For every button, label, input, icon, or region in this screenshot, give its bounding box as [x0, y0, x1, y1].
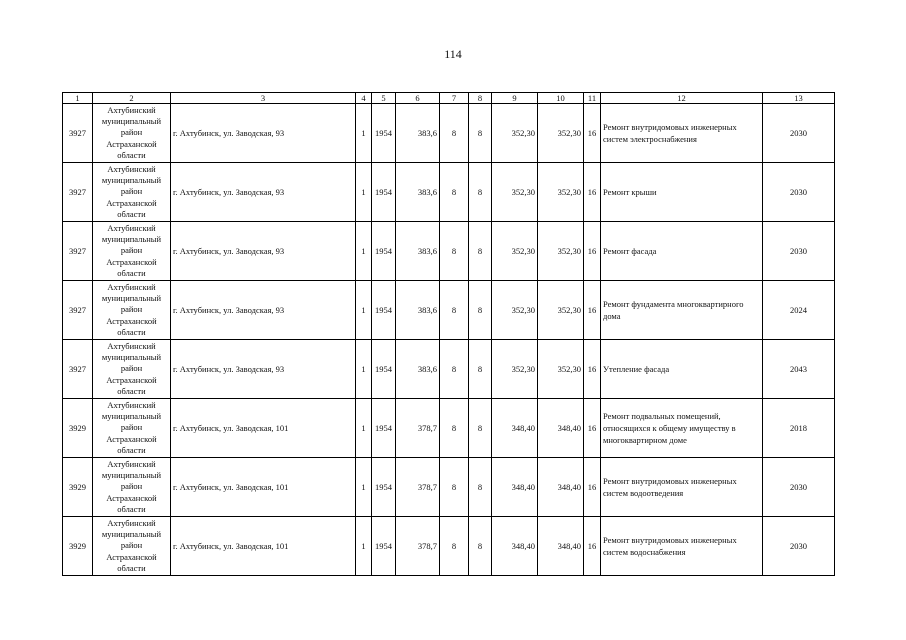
column-header-13: 13: [763, 93, 835, 104]
build-year-cell: 1954: [372, 340, 396, 399]
column-7-cell: 8: [440, 517, 469, 576]
header-row: [63, 93, 835, 104]
planned-year-cell: 2018: [763, 399, 835, 458]
column-4-cell: 1: [356, 458, 372, 517]
table-row: [63, 104, 835, 163]
column-header-1: 1: [63, 93, 93, 104]
column-10-cell: 348,40: [538, 517, 584, 576]
column-8-cell: 8: [469, 163, 492, 222]
column-9-cell: 352,30: [492, 281, 538, 340]
planned-year-cell: 2030: [763, 458, 835, 517]
building-number-cell: 3927: [63, 222, 93, 281]
total-area-cell: 383,6: [396, 222, 440, 281]
column-10-cell: 352,30: [538, 222, 584, 281]
column-4-cell: 1: [356, 399, 372, 458]
table-row: [63, 163, 835, 222]
table-row: [63, 399, 835, 458]
column-10-cell: 352,30: [538, 340, 584, 399]
build-year-cell: 1954: [372, 163, 396, 222]
column-header-10: 10: [538, 93, 584, 104]
address-cell: г. Ахтубинск, ул. Заводская, 93: [171, 163, 356, 222]
work-type-cell: Ремонт фасада: [601, 222, 763, 281]
address-cell: г. Ахтубинск, ул. Заводская, 101: [171, 399, 356, 458]
column-8-cell: 8: [469, 104, 492, 163]
column-header-3: 3: [171, 93, 356, 104]
column-11-cell: 16: [584, 222, 601, 281]
column-7-cell: 8: [440, 104, 469, 163]
build-year-cell: 1954: [372, 222, 396, 281]
column-7-cell: 8: [440, 399, 469, 458]
column-header-8: 8: [469, 93, 492, 104]
column-9-cell: 352,30: [492, 340, 538, 399]
column-7-cell: 8: [440, 458, 469, 517]
column-10-cell: 352,30: [538, 281, 584, 340]
column-header-6: 6: [396, 93, 440, 104]
column-header-5: 5: [372, 93, 396, 104]
total-area-cell: 383,6: [396, 340, 440, 399]
column-4-cell: 1: [356, 222, 372, 281]
address-cell: г. Ахтубинск, ул. Заводская, 101: [171, 517, 356, 576]
column-9-cell: 352,30: [492, 222, 538, 281]
column-9-cell: 348,40: [492, 517, 538, 576]
column-8-cell: 8: [469, 222, 492, 281]
work-type-cell: Ремонт внутридомовых инженерных систем водоснабжения: [601, 517, 763, 576]
column-7-cell: 8: [440, 281, 469, 340]
total-area-cell: 378,7: [396, 399, 440, 458]
column-8-cell: 8: [469, 458, 492, 517]
column-11-cell: 16: [584, 281, 601, 340]
building-number-cell: 3929: [63, 458, 93, 517]
table-row: [63, 281, 835, 340]
build-year-cell: 1954: [372, 458, 396, 517]
column-7-cell: 8: [440, 163, 469, 222]
column-8-cell: 8: [469, 281, 492, 340]
work-type-cell: Ремонт внутридомовых инженерных систем электроснабжения: [601, 104, 763, 163]
planned-year-cell: 2030: [763, 517, 835, 576]
district-cell: Ахтубинский муниципальный район Астраханской области: [93, 399, 171, 458]
column-8-cell: 8: [469, 340, 492, 399]
work-type-cell: Утепление фасада: [601, 340, 763, 399]
column-11-cell: 16: [584, 399, 601, 458]
district-cell: Ахтубинский муниципальный район Астраханской области: [93, 104, 171, 163]
planned-year-cell: 2024: [763, 281, 835, 340]
table-row: [63, 517, 835, 576]
district-cell: Ахтубинский муниципальный район Астраханской области: [93, 222, 171, 281]
page-number: 114: [444, 47, 462, 61]
building-number-cell: 3929: [63, 399, 93, 458]
column-9-cell: 348,40: [492, 458, 538, 517]
district-cell: Ахтубинский муниципальный район Астраханской области: [93, 458, 171, 517]
column-4-cell: 1: [356, 517, 372, 576]
planned-year-cell: 2030: [763, 163, 835, 222]
column-11-cell: 16: [584, 458, 601, 517]
planned-year-cell: 2030: [763, 222, 835, 281]
column-header-9: 9: [492, 93, 538, 104]
build-year-cell: 1954: [372, 104, 396, 163]
planned-year-cell: 2043: [763, 340, 835, 399]
column-10-cell: 352,30: [538, 163, 584, 222]
total-area-cell: 378,7: [396, 517, 440, 576]
column-4-cell: 1: [356, 104, 372, 163]
planned-year-cell: 2030: [763, 104, 835, 163]
district-cell: Ахтубинский муниципальный район Астраханской области: [93, 281, 171, 340]
district-cell: Ахтубинский муниципальный район Астраханской области: [93, 163, 171, 222]
total-area-cell: 383,6: [396, 163, 440, 222]
address-cell: г. Ахтубинск, ул. Заводская, 93: [171, 281, 356, 340]
column-8-cell: 8: [469, 517, 492, 576]
column-4-cell: 1: [356, 340, 372, 399]
work-type-cell: Ремонт фундамента многоквартирного дома: [601, 281, 763, 340]
column-7-cell: 8: [440, 222, 469, 281]
table-body: [63, 104, 835, 576]
column-10-cell: 352,30: [538, 104, 584, 163]
work-type-cell: Ремонт крыши: [601, 163, 763, 222]
total-area-cell: 383,6: [396, 281, 440, 340]
build-year-cell: 1954: [372, 517, 396, 576]
column-9-cell: 352,30: [492, 163, 538, 222]
column-header-12: 12: [601, 93, 763, 104]
total-area-cell: 383,6: [396, 104, 440, 163]
total-area-cell: 378,7: [396, 458, 440, 517]
build-year-cell: 1954: [372, 281, 396, 340]
table-row: [63, 222, 835, 281]
build-year-cell: 1954: [372, 399, 396, 458]
district-cell: Ахтубинский муниципальный район Астраханской области: [93, 517, 171, 576]
table-row: [63, 458, 835, 517]
column-header-4: 4: [356, 93, 372, 104]
column-11-cell: 16: [584, 104, 601, 163]
building-number-cell: 3927: [63, 104, 93, 163]
building-number-cell: 3927: [63, 163, 93, 222]
column-9-cell: 348,40: [492, 399, 538, 458]
column-8-cell: 8: [469, 399, 492, 458]
column-10-cell: 348,40: [538, 399, 584, 458]
work-type-cell: Ремонт подвальных помещений, относящихся к общему имуществу в многоквартирном доме: [601, 399, 763, 458]
column-7-cell: 8: [440, 340, 469, 399]
registry-table: [62, 92, 835, 576]
column-4-cell: 1: [356, 281, 372, 340]
column-9-cell: 352,30: [492, 104, 538, 163]
work-type-cell: Ремонт внутридомовых инженерных систем водоотведения: [601, 458, 763, 517]
address-cell: г. Ахтубинск, ул. Заводская, 101: [171, 458, 356, 517]
column-header-2: 2: [93, 93, 171, 104]
table-row: [63, 340, 835, 399]
building-number-cell: 3927: [63, 340, 93, 399]
building-number-cell: 3927: [63, 281, 93, 340]
column-header-7: 7: [440, 93, 469, 104]
column-header-11: 11: [584, 93, 601, 104]
column-11-cell: 16: [584, 340, 601, 399]
column-10-cell: 348,40: [538, 458, 584, 517]
address-cell: г. Ахтубинск, ул. Заводская, 93: [171, 340, 356, 399]
building-number-cell: 3929: [63, 517, 93, 576]
column-4-cell: 1: [356, 163, 372, 222]
address-cell: г. Ахтубинск, ул. Заводская, 93: [171, 222, 356, 281]
column-11-cell: 16: [584, 517, 601, 576]
address-cell: г. Ахтубинск, ул. Заводская, 93: [171, 104, 356, 163]
column-11-cell: 16: [584, 163, 601, 222]
district-cell: Ахтубинский муниципальный район Астраханской области: [93, 340, 171, 399]
